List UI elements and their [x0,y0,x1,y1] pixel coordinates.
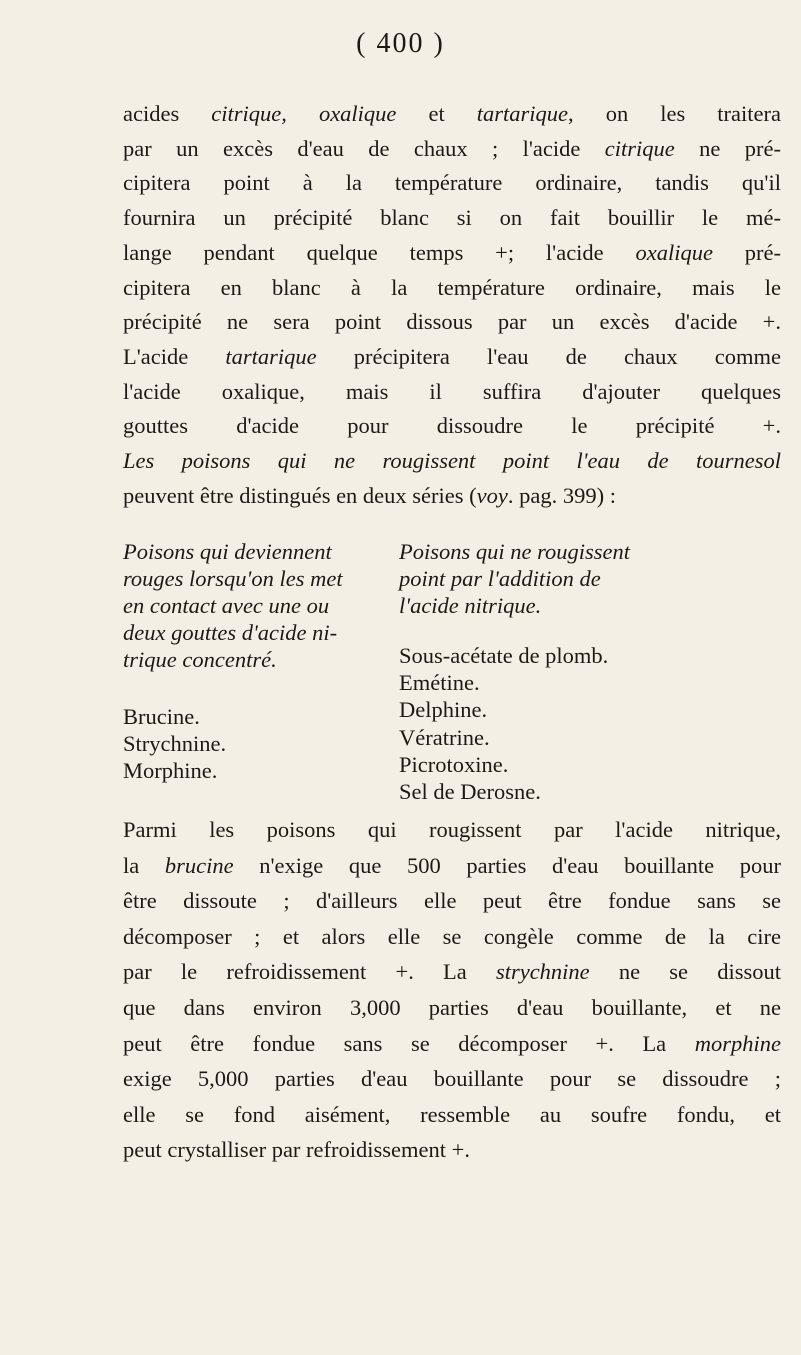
list-item: Delphine. [399,697,488,723]
italic-text-run: oxalique [635,239,713,265]
text-run: . pag. 399) : [507,482,616,508]
heading-line: l'acide nitrique. [399,593,542,618]
text-run: elle se fond aisément, ressemble au soufre fondu, et [123,1101,781,1127]
text-line [123,812,781,848]
list-item: Brucine. [123,704,200,729]
text-run: que dans environ 3,000 parties d'eau bouillante, et ne [123,994,781,1020]
text-line [123,340,781,375]
paragraph-acids [123,97,781,513]
list-item: Sel de Derosne. [399,779,541,805]
column-reddening-poisons [123,538,383,785]
text-run: par le refroidissement +. La [123,959,496,985]
italic-text-run: tartarique [225,343,317,369]
italic-text-run: brucine [164,852,234,878]
italic-text-run: tartarique [476,101,569,126]
text-line [123,97,781,132]
text-run: l'acide oxalique, mais il suffira d'ajouter quelques [123,378,781,404]
text-line [123,1132,781,1168]
column-non-reddening-poisons [399,538,781,805]
poison-list-right [399,642,781,805]
column-heading-right [399,538,781,619]
poison-columns [123,538,781,805]
text-run: la [123,852,165,878]
text-run: pré- [712,239,781,265]
text-run: exige 5,000 parties d'eau bouillante pour se dissoudre ; [123,1066,781,1092]
poison-list-left [123,703,383,785]
text-run: cipitera en blanc à la température ordinaire, mais le [123,274,781,300]
text-line [123,479,781,514]
italic-text-run: citrique [604,135,675,161]
text-run: peut crystalliser par refroidissement +. [123,1137,470,1163]
text-run: acides [123,101,212,126]
text-run: Parmi les poisons qui rougissent par l'acide nitrique, [123,817,781,842]
text-run: décomposer ; et alors elle se congèle comme de la cire [123,923,781,949]
text-run: ne pré- [674,135,781,161]
text-line [123,132,781,167]
text-run: lange pendant quelque temps +; l'acide [123,239,636,265]
text-line [123,883,781,919]
list-item: Picrotoxine. [399,751,509,777]
text-run: , on les traitera [568,101,781,126]
text-run: peuvent être distingués en deux séries ( [123,482,477,508]
text-run: gouttes d'acide pour dissoudre le précipité +. [123,413,781,439]
text-line [123,848,781,884]
text-line [123,919,781,955]
text-line [123,409,781,444]
heading-line: rouges lorsqu'on les met [123,566,343,591]
heading-line: trique concentré. [123,647,277,672]
text-run: précipité ne sera point dissous par un excès d'acide +. [123,309,781,335]
text-run: par un excès d'eau de chaux ; l'acide [123,135,605,161]
page-number: ( 400 ) [356,28,445,59]
text-line [123,1061,781,1097]
list-item: Vératrine. [399,724,490,750]
text-run: L'acide [123,343,226,369]
text-line [123,375,781,410]
heading-line: point par l'addition de [399,566,601,591]
text-run: précipitera l'eau de chaux comme [316,343,781,369]
text-run: être dissoute ; d'ailleurs elle peut être fondue sans se [123,888,781,914]
text-line [123,201,781,236]
text-run: n'exige que 500 parties d'eau bouillante pour [233,852,781,878]
column-heading-left [123,538,383,673]
text-run: cipitera point à la température ordinaire, tandis qu'il [123,170,781,196]
text-run: fournira un précipité blanc si on fait bouillir le mé- [123,205,781,231]
paragraph-nitric-poisons [123,812,781,1168]
italic-text-run: morphine [694,1030,781,1056]
list-item: Morphine. [123,758,218,784]
heading-line: en contact avec une ou [123,593,330,618]
heading-line: Poisons qui deviennent [123,539,332,564]
text-run: et [396,101,477,126]
text-line [123,236,781,271]
text-line [123,990,781,1026]
heading-line: Poisons qui ne rougissent [399,539,631,564]
text-run: ne se dissout [589,959,781,985]
italic-text-run: strychnine [495,959,590,985]
italic-text-run: Les poisons qui ne rougissent point l'eau de tournesol [123,448,781,474]
text-line [123,305,781,340]
italic-text-run: voy [476,482,508,508]
text-line [123,444,781,479]
list-item: Sous-acétate de plomb. [399,643,609,668]
text-line [123,954,781,990]
list-item: Strychnine. [123,731,227,757]
heading-line: deux gouttes d'acide ni- [123,620,338,645]
list-item: Emétine. [399,670,480,696]
italic-text-run: citrique, oxalique [211,101,397,126]
text-line [123,1026,781,1062]
text-line [123,271,781,306]
text-line [123,166,781,201]
text-line [123,1097,781,1133]
text-run: peut être fondue sans se décomposer +. La [123,1030,695,1056]
